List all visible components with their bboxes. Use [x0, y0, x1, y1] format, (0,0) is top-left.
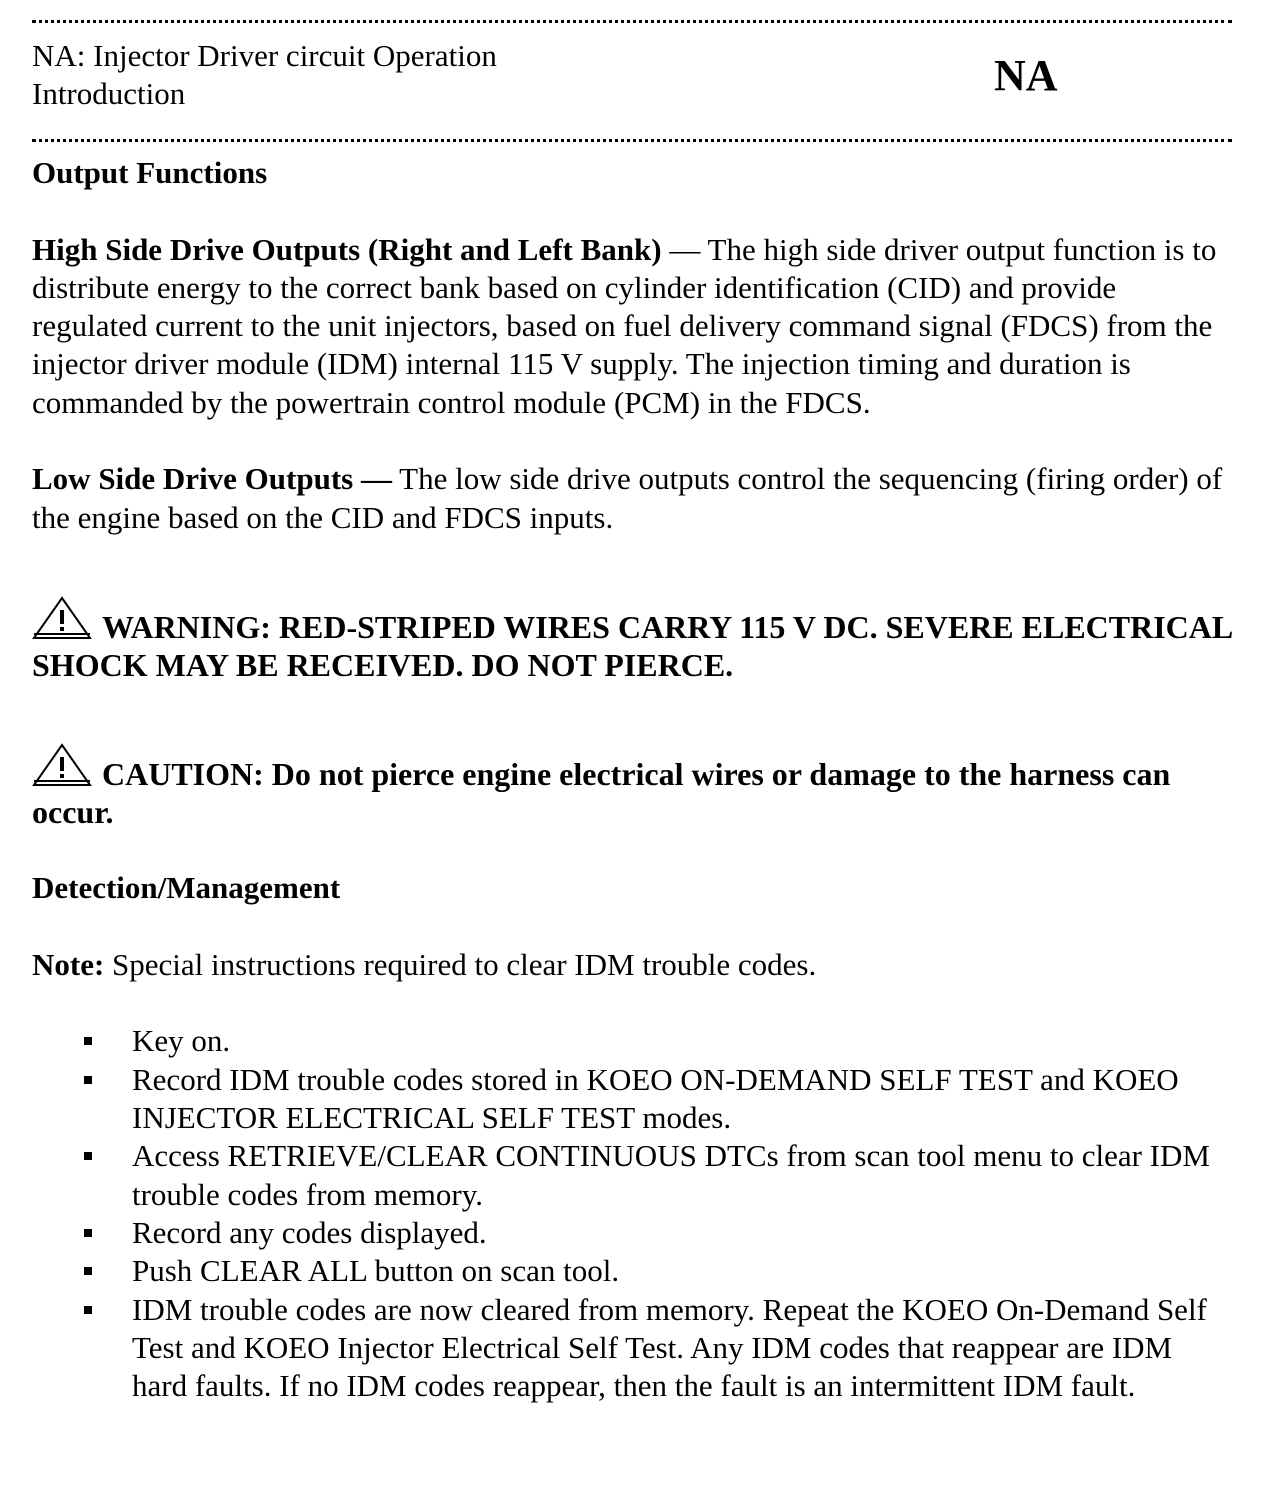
header-top-rule: [32, 20, 1232, 23]
steps-list: [32, 1022, 1234, 1405]
document-body: [32, 154, 1234, 1405]
output-functions-heading: Output Functions: [32, 155, 268, 190]
low-side-label: Low Side Drive Outputs —: [32, 461, 392, 497]
caution-triangle-icon: [32, 743, 92, 787]
detection-heading: Detection/Management: [32, 870, 341, 906]
list-item-text: Record any codes displayed.: [132, 1214, 487, 1250]
caution-paragraph: [32, 743, 1234, 831]
header-code: NA: [994, 51, 1058, 100]
warning-text: WARNING: RED-STRIPED WIRES CARRY 115 V DC. SEVERE ELECTRICAL SHOCK MAY BE RECEIVED. DO NOT PIERCE.: [32, 608, 1232, 683]
note-paragraph: [32, 946, 1234, 984]
list-item-text: Key on.: [132, 1023, 231, 1059]
list-item: [32, 1214, 1234, 1252]
low-side-text: The low side drive outputs control the sequencing (firing order) of the engine based on the CID and FDCS inputs.: [32, 461, 1223, 535]
header-bottom-rule: [32, 139, 1232, 142]
list-item-text: IDM trouble codes are now cleared from memory. Repeat the KOEO On-Demand Self Test and KOEO Injector Electrical Self Test. Any IDM codes that reappear are IDM hard faults. If no IDM codes reappear, then the fault is an intermittent IDM fault.: [132, 1291, 1207, 1404]
warning-triangle-icon: [32, 596, 92, 640]
list-item-text: Access RETRIEVE/CLEAR CONTINUOUS DTCs from scan tool menu to clear IDM trouble codes from memory.: [132, 1138, 1210, 1212]
bullet-icon: [84, 1229, 92, 1237]
bullet-icon: [84, 1267, 92, 1275]
low-side-paragraph: [32, 460, 1234, 537]
list-item: [32, 1061, 1234, 1138]
caution-text: CAUTION: Do not pierce engine electrical wires or damage to the harness can occur.: [32, 755, 1171, 830]
header-title: [32, 37, 497, 113]
high-side-label: High Side Drive Outputs (Right and Left Bank): [32, 231, 662, 267]
list-item-text: Record IDM trouble codes stored in KOEO ON-DEMAND SELF TEST and KOEO INJECTOR ELECTRICAL SELF TEST modes.: [132, 1061, 1179, 1136]
header-title-line1: NA: Injector Driver circuit Operation: [32, 38, 497, 73]
list-item-text: Push CLEAR ALL button on scan tool.: [132, 1253, 620, 1289]
note-text: Special instructions required to clear IDM trouble codes.: [104, 946, 817, 982]
bullet-icon: [84, 1076, 92, 1084]
header-title-line2: Introduction: [32, 76, 186, 111]
warning-paragraph: [32, 596, 1234, 684]
list-item: [32, 1137, 1234, 1214]
high-side-paragraph: [32, 231, 1234, 422]
note-label: Note:: [32, 946, 105, 982]
bullet-icon: [84, 1306, 92, 1314]
bullet-icon: [84, 1037, 92, 1045]
list-item: [32, 1022, 1234, 1060]
high-side-text: — The high side driver output function is to distribute energy to the correct bank based on cylinder identification (CID) and provide regulated current to the unit injectors, based on fuel delivery command signal (FDCS) from the injector driver module (IDM) internal 115 V supply. The injection timing and duration is commanded by the powertrain control module (PCM) in the FDCS.: [32, 231, 1217, 420]
bullet-icon: [84, 1152, 92, 1160]
list-item: [32, 1291, 1234, 1406]
list-item: [32, 1252, 1234, 1290]
